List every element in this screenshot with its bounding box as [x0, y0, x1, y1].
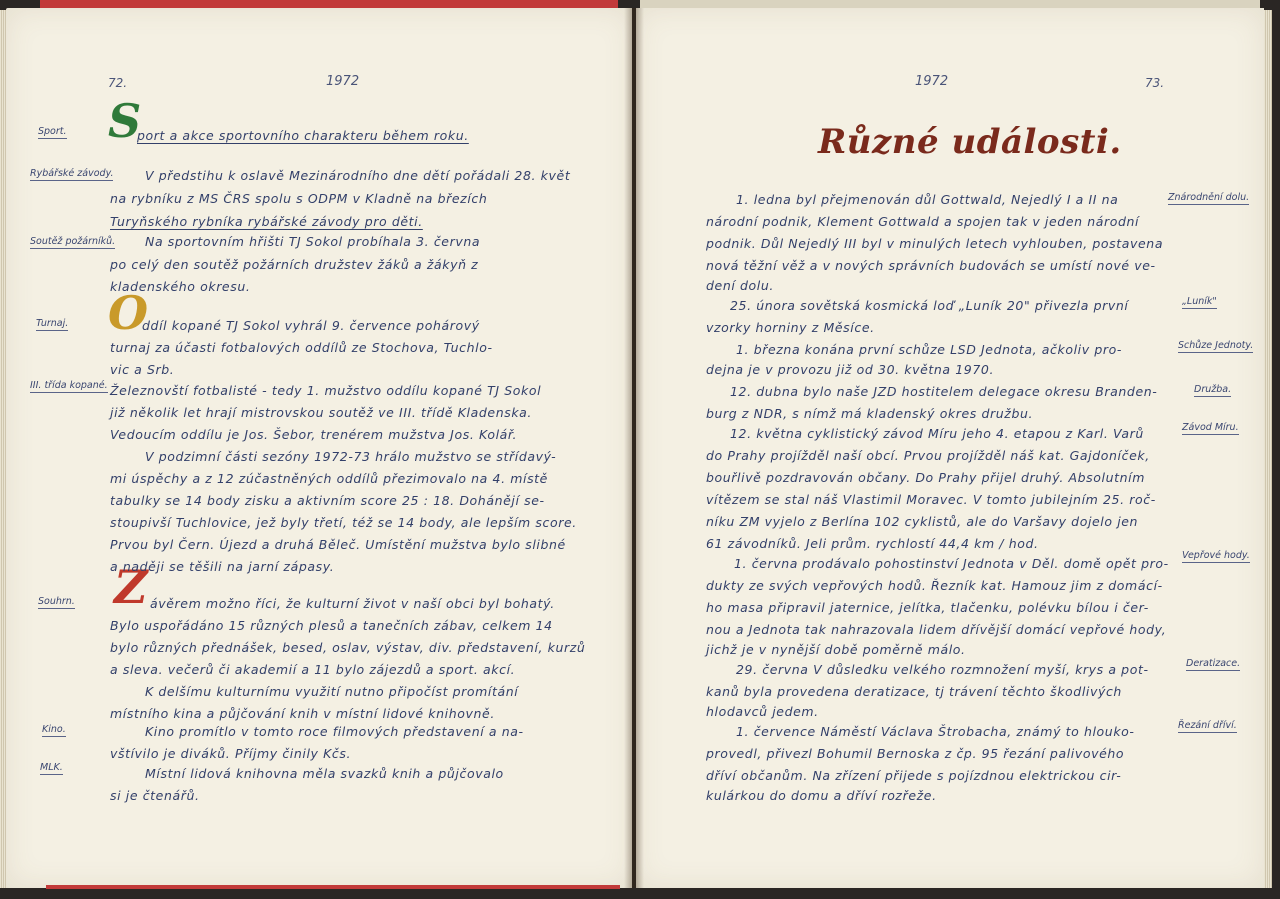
text-line: nou a Jednota tak nahrazovala lidem dřívější domácí vepřové hody,	[706, 622, 1167, 637]
text-line: po celý den soutěž požárních družstev žáků a žákyň z	[110, 257, 479, 272]
margin-note: Družba.	[1194, 384, 1232, 395]
book-gutter	[624, 8, 644, 888]
text-line: V podzimní části sezóny 1972-73 hrálo mužstvo se střídavý-	[145, 449, 557, 464]
text-line: kladenského okresu.	[110, 279, 251, 294]
text-line: již několik let hrají mistrovskou soutěž ve III. třídě Kladenska.	[110, 405, 533, 420]
text-line: a sleva. večerů či akademií a 11 bylo zájezdů a sport. akcí.	[110, 662, 516, 677]
margin-note: „Luník"	[1182, 296, 1217, 307]
text-line: dukty ze svých vepřových hodů. Řezník kat. Hamouz jim z domácí-	[706, 578, 1163, 593]
text-line: dení dolu.	[706, 278, 774, 293]
text-line: port a akce sportovního charakteru během roku.	[137, 128, 469, 143]
text-line: stoupivší Tuchlovice, jež byly třetí, též se 14 body, ale lepším score.	[110, 515, 577, 530]
text-line: jichž je v nynější době poměrně málo.	[706, 642, 966, 657]
text-line: Na sportovním hřišti TJ Sokol probíhala 3. června	[145, 234, 481, 249]
text-line: vítězem se stal náš Vlastimil Moravec. V tomto jubilejním 25. roč-	[706, 492, 1156, 507]
text-line: Prvou byl Čern. Újezd a druhá Běleč. Umístění mužstva bylo slibné	[110, 537, 566, 552]
text-line: turnaj za účasti fotbalových oddílů ze Stochova, Tuchlo-	[110, 340, 493, 355]
text-line: K delšímu kulturnímu využití nutno připočíst promítání	[145, 684, 519, 699]
text-line: 61 závodníků. Jeli prům. rychlostí 44,4 km / hod.	[706, 536, 1039, 551]
text-line: vštívilo je diváků. Příjmy činily Kčs.	[110, 746, 352, 761]
text-line: 1. července Náměstí Václava Štrobacha, známý to hlouko-	[736, 724, 1135, 739]
text-line: ddíl kopané TJ Sokol vyhrál 9. července pohárový	[142, 318, 480, 333]
text-line: 25. února sovětská kosmická loď „Luník 20" přivezla první	[730, 298, 1129, 313]
text-line: dejna je v provozu již od 30. května 1970.	[706, 362, 995, 377]
text-line: na rybníku z MS ČRS spolu s ODPM v Kladně na březích	[110, 191, 488, 206]
margin-note: Souhrn.	[38, 596, 75, 607]
book-edge-bottom	[46, 885, 620, 889]
text-line: a naději se těšili na jarní zápasy.	[110, 559, 335, 574]
margin-note: Schůze Jednoty.	[1178, 340, 1254, 351]
text-line: Vedoucím oddílu je Jos. Šebor, trenérem mužstva Jos. Kolář.	[110, 427, 518, 442]
page-number: 73.	[1145, 76, 1165, 90]
text-line: 29. června V důsledku velkého rozmnožení myší, krys a pot-	[736, 662, 1149, 677]
margin-note: Vepřové hody.	[1182, 550, 1250, 561]
page-title: Různé události.	[818, 122, 1122, 162]
text-line: 1. března konána první schůze LSD Jednota, ačkoliv pro-	[736, 342, 1122, 357]
text-line: národní podnik, Klement Gottwald a spojen tak v jeden národní	[706, 214, 1140, 229]
initial-s: S	[108, 94, 142, 148]
text-line: 1. ledna byl přejmenován důl Gottwald, Nejedlý I a II na	[736, 192, 1119, 207]
text-line: si je čtenářů.	[110, 788, 200, 803]
text-line: místního kina a půjčování knih v místní lidové knihovně.	[110, 706, 495, 721]
text-line: ho masa připravil jaternice, jelítka, tlačenku, polévku bílou i čer-	[706, 600, 1149, 615]
text-line: 12. dubna bylo naše JZD hostitelem delegace okresu Branden-	[730, 384, 1158, 399]
page-year: 1972	[326, 74, 360, 89]
page-number: 72.	[108, 76, 128, 90]
initial-o: O	[108, 286, 149, 340]
margin-note: III. třída kopané.	[30, 380, 108, 391]
text-line: 1. června prodávalo pohostinství Jednota v Děl. domě opět pro-	[734, 556, 1169, 571]
text-line: Turyňského rybníka rybářské závody pro děti.	[110, 214, 423, 229]
margin-note: Soutěž požárníků.	[30, 236, 116, 247]
margin-note: Sport.	[38, 126, 67, 137]
text-line: mi úspěchy a z 12 zúčastněných oddílů přezimovalo na 4. místě	[110, 471, 548, 486]
text-line: ávěrem možno říci, že kulturní život v naší obci byl bohatý.	[150, 596, 555, 611]
margin-note: Řezání dříví.	[1178, 720, 1237, 731]
text-line: kulárkou do domu a dříví rozřeže.	[706, 788, 937, 803]
text-line: kanů byla provedena deratizace, tj trávení těchto škodlivých	[706, 684, 1122, 699]
text-line: V předstihu k oslavě Mezinárodního dne dětí pořádali 28. květ	[145, 168, 571, 183]
text-line: hlodavců jedem.	[706, 704, 819, 719]
margin-note: Turnaj.	[36, 318, 69, 329]
text-line: burg z NDR, s nímž má kladenský okres družbu.	[706, 406, 1034, 421]
text-line: Železnovští fotbalisté - tedy 1. mužstvo oddílu kopané TJ Sokol	[110, 383, 542, 398]
margin-note: Znárodnění dolu.	[1168, 192, 1250, 203]
text-line: podnik. Důl Nejedlý III byl v minulých letech vyhlouben, postavena	[706, 236, 1164, 251]
text-line: bylo různých přednášek, besed, oslav, výstav, div. představení, kurzů	[110, 640, 586, 655]
margin-note: Rybářské závody.	[30, 168, 114, 179]
margin-note: MLK.	[40, 762, 63, 773]
text-line: níku ZM vyjelo z Berlína 102 cyklistů, ale do Varšavy dojelo jen	[706, 514, 1139, 529]
text-line: tabulky se 14 body zisku a aktivním score 25 : 18. Dohánějí se-	[110, 493, 545, 508]
text-line: provedl, přivezl Bohumil Bernoska z čp. 95 řezání palivového	[706, 746, 1125, 761]
text-line: nová těžní věž a v nových správních budovách se umístí nové ve-	[706, 258, 1156, 273]
margin-note: Kino.	[42, 724, 66, 735]
text-line: Kino promítlo v tomto roce filmových představení a na-	[145, 724, 524, 739]
text-line: Místní lidová knihovna měla svazků knih a půjčovalo	[145, 766, 504, 781]
initial-z: Z	[114, 560, 148, 614]
text-line: dříví občanům. Na zřízení přijede s pojízdnou elektrickou cir-	[706, 768, 1122, 783]
text-line: 12. května cyklistický závod Míru jeho 4. etapou z Karl. Varů	[730, 426, 1144, 441]
page-year: 1972	[915, 74, 949, 89]
text-line: bouřlivě pozdravován občany. Do Prahy přijel druhý. Absolutním	[706, 470, 1145, 485]
margin-note: Závod Míru.	[1182, 422, 1239, 433]
margin-note: Deratizace.	[1186, 658, 1241, 669]
text-line: do Prahy projížděl naší obcí. Prvou projížděl náš kat. Gajdoníček,	[706, 448, 1150, 463]
text-line: vic a Srb.	[110, 362, 175, 377]
text-line: Bylo uspořádáno 15 různých plesů a tanečních zábav, celkem 14	[110, 618, 553, 633]
text-line: vzorky horniny z Měsíce.	[706, 320, 875, 335]
